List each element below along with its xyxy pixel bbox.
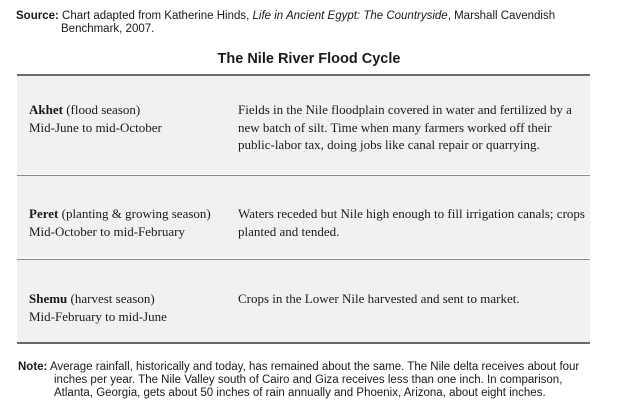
season-name: Peret [29,206,59,221]
season-description: Waters receded but Nile high enough to fill irrigation canals; crops planted and tended. [238,206,585,239]
table-top-rule [17,74,590,76]
note-line-3: Atlanta, Georgia, gets about 50 inches of rain annually and Phoenix, Arizona, about eight inches. [54,387,546,399]
season-qualifier: (harvest season) [67,291,155,306]
row-divider-2 [17,259,590,260]
season-name: Shemu [29,291,68,306]
note-line-1: Average rainfall, historically and today, has remained about the same. The Nile delta receives about four [47,361,580,373]
season-qualifier: (flood season) [62,102,141,117]
table-bottom-rule [17,342,590,344]
row-divider-1 [17,175,590,176]
season-cell [29,205,234,240]
note-line-2: inches per year. The Nile Valley south of Cairo and Giza receives less than one inch. In comparison, [54,374,563,386]
season-description: Fields in the Nile floodplain covered in water and fertilized by a new batch of silt. Time when many farmers worked off their public-labor tax, doing jobs like canal repair or quarrying. [238,102,572,152]
source-text-after: , Marshall Cavendish [447,10,556,22]
season-cell [29,290,234,325]
table-title: The Nile River Flood Cycle [217,51,401,67]
season-cell [29,101,234,136]
footnote [18,361,608,400]
note-label: Note: [18,361,48,373]
season-qualifier: (planting & growing season) [58,206,211,221]
source-line-2: Benchmark, 2007. [61,23,155,35]
season-dates: Mid-February to mid-June [29,308,167,324]
source-citation [16,10,601,36]
source-text-before: Chart adapted from Katherine Hinds, [58,10,253,22]
season-dates: Mid-June to mid-October [29,119,162,135]
season-dates: Mid-October to mid-February [29,223,185,239]
source-label: Source: [16,10,59,22]
source-book-title: Life in Ancient Egypt: The Countryside [252,10,448,22]
season-description: Crops in the Lower Nile harvested and sent to market. [238,291,520,306]
season-name: Akhet [29,102,63,117]
